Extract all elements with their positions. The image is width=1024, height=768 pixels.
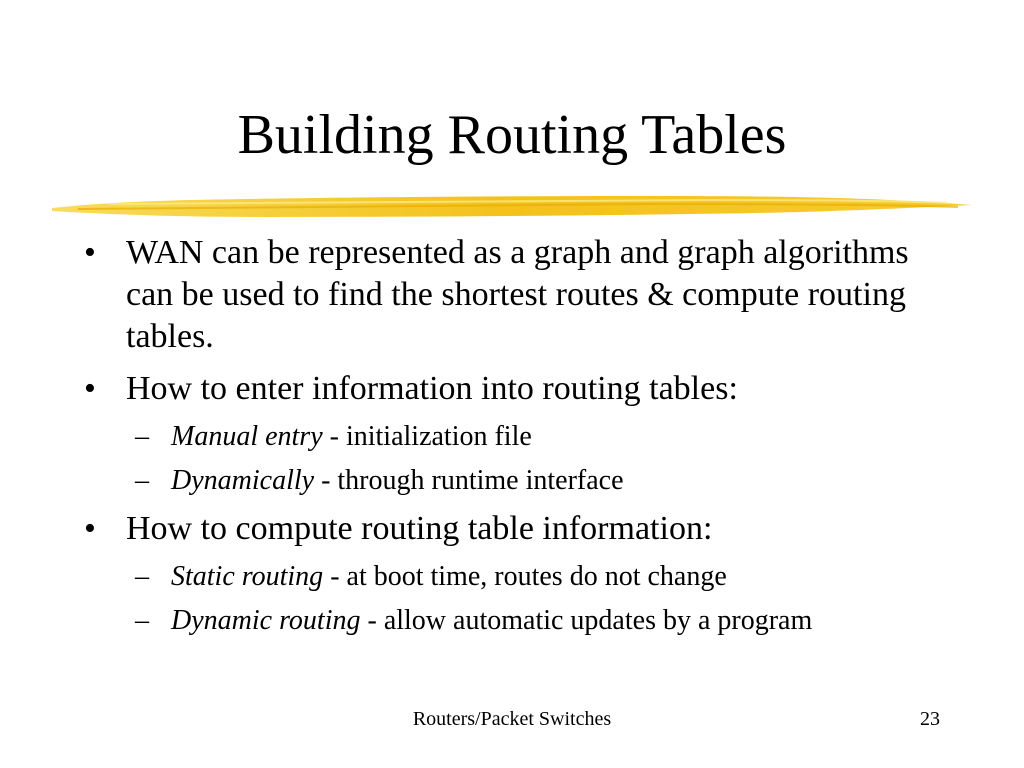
- bullet-marker: •: [84, 234, 96, 271]
- footer-label: Routers/Packet Switches: [412, 708, 612, 730]
- sub-list: [84, 420, 944, 498]
- bullet-text: WAN can be represented as a graph and graph algorithms can be used to find the shortest routes & compute routing tables.: [126, 234, 909, 355]
- bullet-marker: •: [84, 510, 96, 547]
- dash-marker: –: [135, 561, 149, 592]
- dash-marker: –: [135, 421, 149, 452]
- sub-bullet-item: [84, 420, 944, 454]
- sub-bullet-term: Dynamically: [171, 465, 315, 496]
- slide-title: Building Routing Tables: [237, 104, 787, 166]
- bullet-text: How to enter information into routing tables:: [126, 370, 738, 407]
- sub-bullet-term: Dynamic routing: [171, 605, 361, 636]
- sub-bullet-item: [84, 464, 944, 498]
- sub-bullet-item: [84, 560, 944, 594]
- sub-bullet-term: Static routing: [171, 561, 324, 592]
- sub-bullet-text: - allow automatic updates by a program: [360, 605, 813, 636]
- dash-marker: –: [135, 605, 149, 636]
- page-number: 23: [920, 708, 940, 730]
- bullet-list: [84, 226, 944, 638]
- sub-list: [84, 560, 944, 638]
- sub-bullet-item: [84, 604, 944, 638]
- bullet-item: [84, 368, 944, 410]
- highlight-brush-shape: [52, 196, 972, 217]
- sub-bullet-text: - at boot time, routes do not change: [323, 561, 727, 592]
- sub-bullet-text: - through runtime interface: [314, 465, 624, 496]
- bullet-item: [84, 232, 944, 358]
- sub-bullet-term: Manual entry: [171, 421, 323, 452]
- sub-bullet-text: - initialization file: [322, 421, 532, 452]
- bullet-item: [84, 508, 944, 550]
- bullet-text: How to compute routing table information:: [126, 510, 713, 547]
- title-underline-stroke: [48, 186, 976, 230]
- dash-marker: –: [135, 465, 149, 496]
- bullet-marker: •: [84, 370, 96, 407]
